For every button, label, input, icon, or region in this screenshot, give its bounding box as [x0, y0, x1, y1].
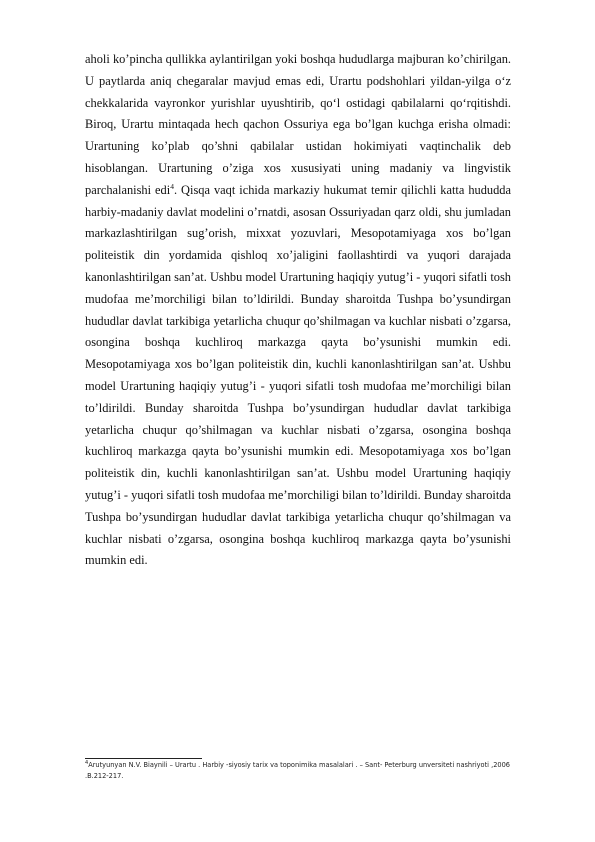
body-paragraph	[85, 49, 511, 572]
footnote-separator	[85, 758, 202, 759]
footnote	[85, 760, 525, 783]
paragraph-text-part-1: aholi ko’pincha qullikka aylantirilgan yoki boshqa hududlarga majburan ko’chirilgan. U paytlarda aniq chegaralar mavjud emas edi, Urartu podshohlari yildan-yilga o‘z chekkalarida vayronkor yurishlar uyushtirib, qo‘l ostidagi qabilalarni qo‘rqitishdi. Biroq, Urartu mintaqada hech qachon Ossuriya ega bo’lgan kuchga erisha olmadi: Urartuning ko’plab qo’shni qabilalar ustidan hokimiyati vaqtinchalik deb hisoblangan. Urartuning o’ziga xos xususiyati uning madaniy va lingvistik parchalanishi edi	[85, 52, 511, 197]
footnote-reference: 4	[170, 181, 174, 191]
footnote-number: 4	[85, 759, 89, 766]
footnote-text: Arutyunyan N.V. Biaynili – Urartu . Harbiy -siyosiy tarix va toponimika masalalari . – Sant- Peterburg unversiteti nashriyoti ,2006 .B.212-217.	[85, 761, 510, 781]
paragraph-text-part-2: . Qisqa vaqt ichida markaziy hukumat temir qilichli katta hududda harbiy-madaniy davlat modelini o’rnatdi, asosan Ossuriyadan qarz oldi, shu jumladan markazlashtirilgan sug’orish, mixxat yozuvlari, Mesopotamiyaga xos bo’lgan politeistik din yordamida qishloq xo’jaligini faollashtirdi va yuqori darajada kanonlashtirilgan san’at. Ushbu model Urartuning haqiqiy yutug’i - yuqori sifatli tosh mudofaa me’morchiligi bilan to’ldirildi. Bunday sharoitda Tushpa bo’ysundirgan hududlar davlat tarkibiga yetarlicha chuqur qo’shilmagan va kuchlar nisbati o’zgarsa, osongina boshqa kuchliroq markazga qayta bo’ysunishi mumkin edi. Mesopotamiyaga xos bo’lgan politeistik din, kuchli kanonlashtirilgan san’at. Ushbu model Urartuning haqiqiy yutug’i - yuqori sifatli tosh mudofaa me’morchiligi bilan to’ldirildi. Bunday sharoitda Tushpa bo’ysundirgan hududlar davlat tarkibiga yetarlicha chuqur qo’shilmagan va kuchlar nisbati o’zgarsa, osongina boshqa kuchliroq markazga qayta bo’ysunishi mumkin edi. Mesopotamiyaga xos bo’lgan politeistik din, kuchli kanonlashtirilgan san’at. Ushbu model Urartuning haqiqiy yutug’i - yuqori sifatli tosh mudofaa me’morchiligi bilan to’ldirildi. Bunday sharoitda Tushpa bo’ysundirgan hududlar davlat tarkibiga yetarlicha chuqur qo’shilmagan va kuchlar nisbati o’zgarsa, osongina boshqa kuchliroq markazga qayta bo’ysunishi mumkin edi.	[85, 182, 512, 568]
